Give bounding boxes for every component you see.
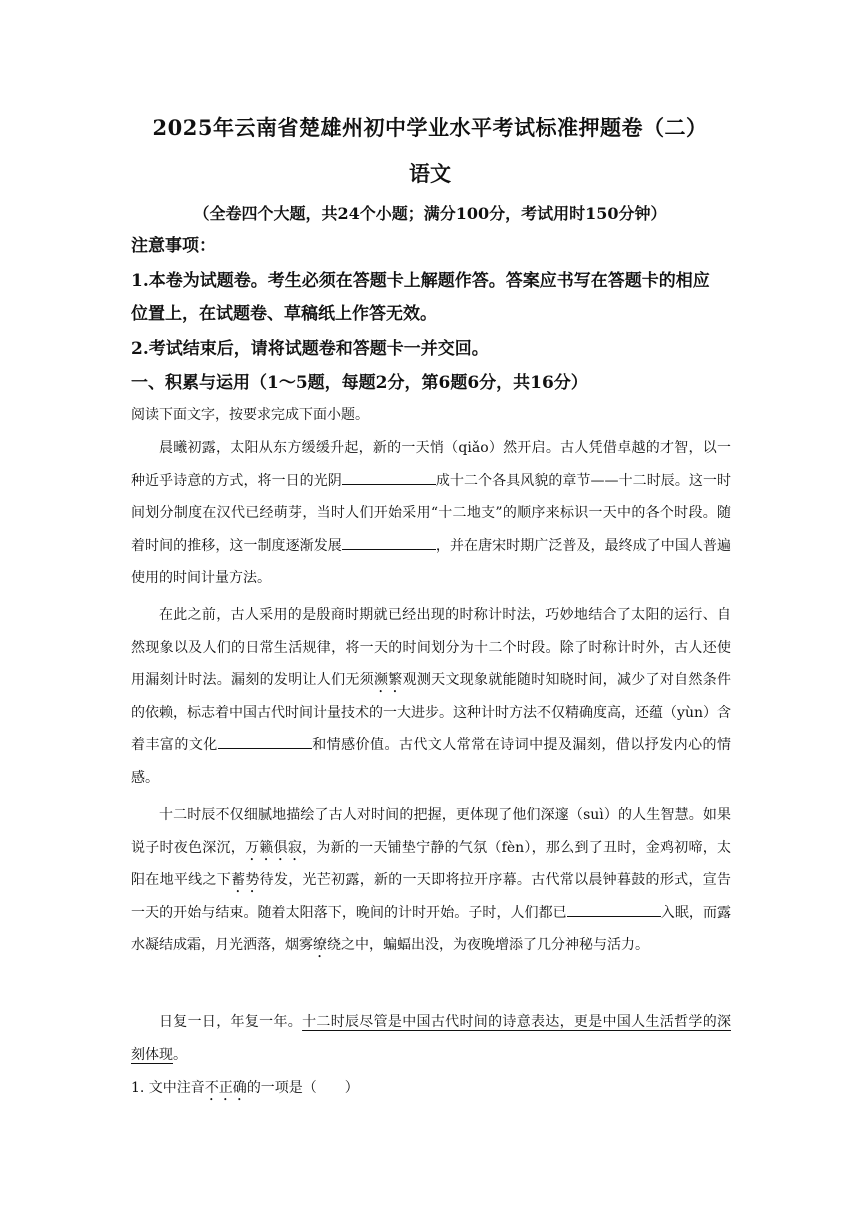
passage-text: 日复一日，年复一年。	[159, 1014, 303, 1030]
exam-subject: 语文	[409, 161, 451, 186]
passage-text: 入眠，而露水凝结成霜，月光洒落，烟雾	[131, 904, 732, 953]
exam-title: 2025年云南省楚雄州初中学业水平考试标准押题卷（二）	[152, 115, 708, 140]
emphasized-word: 濒繁	[373, 672, 403, 688]
passage-text: 十二时辰不仅细腻地描绘了古人对时间的把握，更体现了他们深邃（suì）的人生智慧。如果说子时夜色深沉，	[131, 807, 731, 856]
answer-blank	[567, 902, 661, 917]
question-1	[131, 1077, 731, 1104]
passage-text: 晨曦初露，太阳从东方缓缓升起，新的一天悄（qiǎo）然开启。古人凭借卓越的才智，以一种近乎诗意的方式，将一日的光阴	[131, 440, 731, 489]
question-text: 1. 文中注音	[131, 1080, 205, 1096]
emphasized-word: 蓄势	[231, 872, 260, 888]
notes-item-2: 2.考试结束后，请将试题卷和答题卡一并交回。	[131, 339, 489, 359]
answer-blank	[342, 535, 436, 550]
passage-paragraph-3	[131, 799, 731, 962]
emphasized-word: 缭	[313, 937, 327, 953]
notes-heading: 注意事项：	[131, 236, 216, 256]
exam-info: （全卷四个大题，共24个小题；满分100分，考试用时150分钟）	[193, 204, 667, 223]
passage-text: 待发，光芒初露，新的一天即将拉开序幕。古代常以晨钟暮鼓的形式，宣告一天的开始与结束。随着太阳落下，晚间的计时开始。子时，人们都已	[131, 872, 732, 921]
notes-item-1-line-1: 1.本卷为试题卷。考生必须在答题卡上解题作答。答案应书写在答题卡的相应	[131, 271, 710, 291]
passage-text: ，为新的一天铺垫宁静的气氛（fèn），那么到了丑时，金鸡初啼，太阳在地平线之下	[131, 839, 732, 888]
passage-paragraph-2	[131, 599, 731, 794]
emphasized-word: 不正确	[204, 1080, 247, 1096]
answer-blank	[342, 470, 436, 485]
passage-text: 观测天文现象就能随时知晓时间，减少了对自然条件的依赖，标志着中国古代时间计量技术的一大进步。这种计时方法不仅精确度高，还蕴（yùn）含着丰富的文化	[131, 672, 732, 753]
emphasized-word: 万籁俱寂	[245, 839, 303, 856]
passage-paragraph-1	[131, 432, 731, 595]
underlined-sentence: 十二时辰尽管是中国古代时间的诗意表达，更是中国人生活哲学的深刻体现	[131, 1014, 731, 1063]
section-1-heading: 一、积累与运用（1～5题，每题2分，第6题6分，共16分）	[131, 373, 588, 393]
passage-text: 绕之中，蝙蝠出没，为夜晚增添了几分神秘与活力。	[327, 937, 649, 953]
passage-text: 和情感价值。古代文人常常在诗词中提及漏刻，借以抒发内心的情感。	[131, 737, 732, 786]
answer-blank	[218, 734, 312, 749]
passage-text: 。	[173, 1046, 187, 1063]
section-1-instruction: 阅读下面文字，按要求完成下面小题。	[131, 407, 369, 423]
passage-text: 成十二个各具风貌的章节——十二时辰。这一时间划分制度在汉代已经萌芽，当时人们开始采用“十二地支”的顺序来标识一天中的各个时段。随着时间的推移，这一制度逐渐发展	[131, 472, 732, 554]
question-text: 的一项是（ ）	[246, 1080, 359, 1096]
passage-paragraph-4	[131, 1006, 731, 1071]
passage-text: ，并在唐宋时期广泛普及，最终成了中国人普遍使用的时间计量方法。	[131, 537, 732, 586]
passage-text: 在此之前，古人采用的是殷商时期就已经出现的时称计时法，巧妙地结合了太阳的运行、自然现象以及人们的日常生活规律，将一天的时间划分为十二个时段。除了时称计时外，古人还使用漏刻计时法。漏刻的发明让人们无须	[131, 607, 731, 688]
notes-item-1-line-2: 位置上，在试题卷、草稿纸上作答无效。	[131, 304, 437, 324]
